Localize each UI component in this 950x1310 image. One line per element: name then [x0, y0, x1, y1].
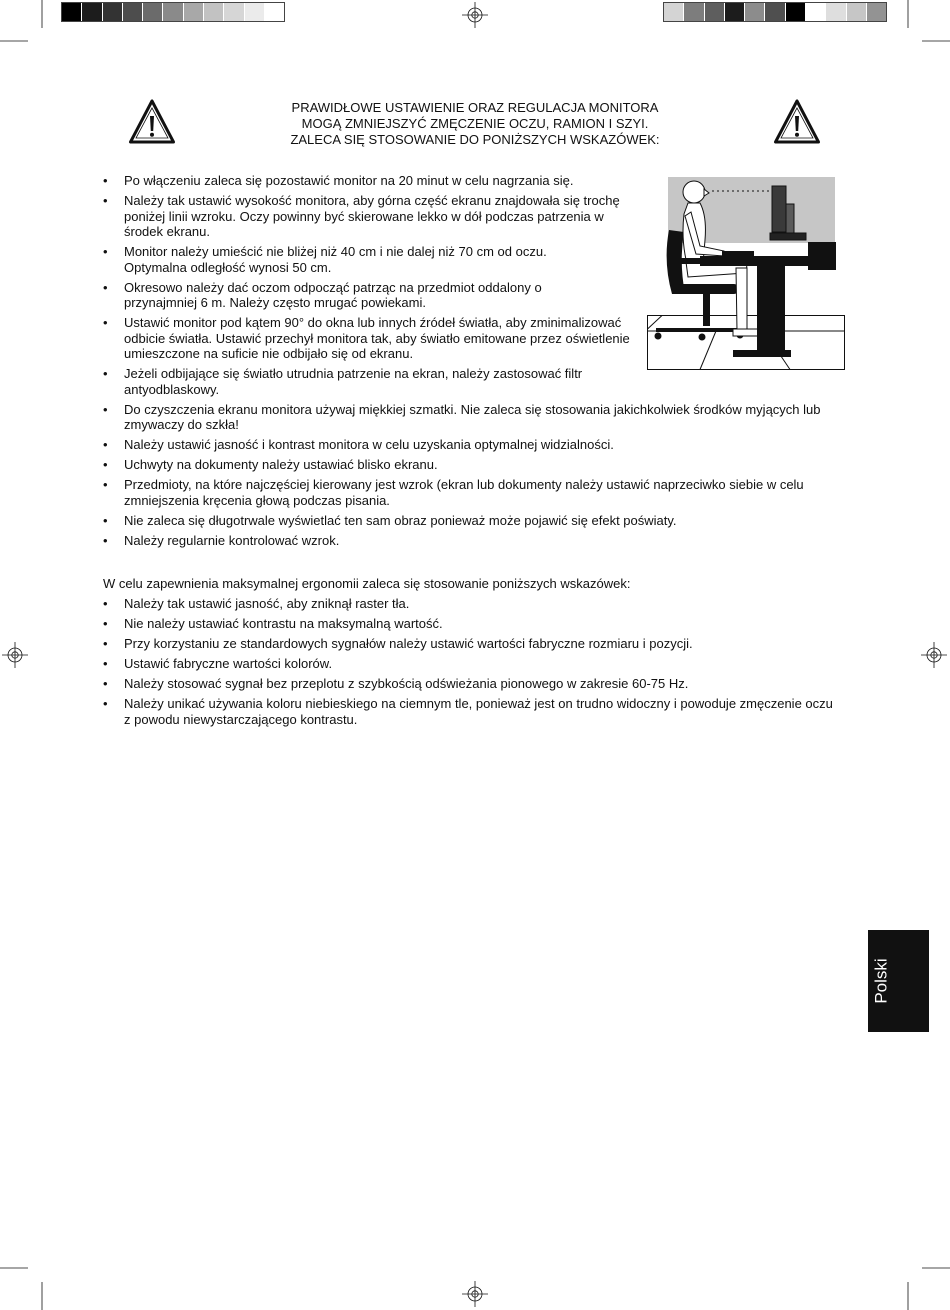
list-item [0, 656, 833, 672]
bullet: • [103, 279, 108, 295]
bullet: • [103, 616, 108, 632]
bullet: • [103, 676, 108, 692]
crop-mark-top-left [0, 0, 42, 41]
ergonomics-list [0, 596, 833, 732]
bullet: • [103, 532, 108, 548]
list-item-line: umieszczone na suficie nie odbijało się od ekranu. [124, 346, 414, 362]
bullet: • [103, 696, 108, 712]
calibration-swatch [806, 3, 825, 21]
calibration-swatch [765, 3, 784, 21]
list-item [0, 244, 820, 275]
list-item [0, 280, 820, 311]
list-item-line: Uchwyty na dokumenty należy ustawiać blisko ekranu. [124, 457, 438, 473]
bullet: • [103, 315, 108, 331]
calibration-swatch [123, 3, 142, 21]
list-item-line: środek ekranu. [124, 224, 210, 240]
guideline-list [0, 173, 820, 553]
list-item-line: zmniejszenia kręcenia głową podczas pisania. [124, 492, 390, 508]
bullet: • [103, 437, 108, 453]
list-item-line: odbicie światła. Ustawić przechył monitora tak, aby światło emitowane przez oświetlenie [124, 330, 630, 346]
bullet: • [103, 193, 108, 209]
calibration-swatch [103, 3, 122, 21]
calibration-swatch [867, 3, 886, 21]
bullet: • [103, 512, 108, 528]
list-item-line: Należy regularnie kontrolować wzrok. [124, 532, 340, 548]
calibration-swatch [725, 3, 744, 21]
list-item-line: Optymalna odległość wynosi 50 cm. [124, 259, 332, 275]
bullet: • [103, 457, 108, 473]
calibration-swatch [82, 3, 101, 21]
list-item-line: poniżej linii wzroku. Oczy powinny być skierowane lekko w dół podczas patrzenia w [124, 208, 604, 224]
calibration-swatch [786, 3, 805, 21]
registration-mark-icon [921, 642, 947, 668]
list-item [0, 533, 820, 549]
calibration-swatch [163, 3, 182, 21]
bullet: • [103, 596, 108, 612]
registration-mark-icon [462, 2, 488, 28]
list-item [0, 596, 833, 612]
registration-mark-icon [462, 1281, 488, 1307]
list-item [0, 402, 820, 433]
heading-line: MOGĄ ZMNIEJSZYĆ ZMĘCZENIE OCZU, RAMION I SZYI. [301, 116, 649, 131]
list-item-line: przynajmniej 6 m. Należy często mrugać powiekami. [124, 295, 426, 311]
bullet: • [103, 244, 108, 260]
list-item-line: Należy ustawić jasność i kontrast monitora w celu uzyskania optymalnej widzialności. [124, 437, 614, 453]
list-item-line: Przedmioty, na które najczęściej kierowany jest wzrok (ekran lub dokumenty należy ustawić naprzeciwko siebie w celu [124, 477, 804, 493]
list-item [0, 696, 833, 727]
bullet: • [103, 477, 108, 493]
page-heading [0, 100, 950, 148]
list-item-line: antyodblaskowy. [124, 381, 220, 397]
bullet: • [103, 173, 108, 189]
list-item-line: Nie należy ustawiać kontrastu na maksymalną wartość. [124, 616, 443, 632]
calibration-swatch [184, 3, 203, 21]
calibration-bar-left [61, 2, 285, 22]
list-item [0, 636, 833, 652]
crop-mark-bottom-left [0, 1268, 42, 1310]
calibration-bar-right [663, 2, 887, 22]
heading-line: PRAWIDŁOWE USTAWIENIE ORAZ REGULACJA MONITORA [291, 100, 659, 115]
bullet: • [103, 366, 108, 382]
list-item [0, 676, 833, 692]
list-item-line: Przy korzystaniu ze standardowych sygnałów należy ustawić wartości fabryczne rozmiaru i pozycji. [124, 636, 693, 652]
list-item-line: Jeżeli odbijające się światło utrudnia patrzenie na ekran, należy zastosować filtr [124, 366, 583, 382]
calibration-swatch [62, 3, 81, 21]
bullet: • [103, 636, 108, 652]
crop-mark-bottom-right [908, 1268, 950, 1310]
crop-mark-top-right [908, 0, 950, 41]
list-item [0, 513, 820, 529]
list-item-line: Należy stosować sygnał bez przeplotu z szybkością odświeżania pionowego w zakresie 60-75 Hz. [124, 676, 689, 692]
heading-line: ZALECA SIĘ STOSOWANIE DO PONIŻSZYCH WSKAZÓWEK: [290, 132, 660, 147]
list-item [0, 173, 820, 189]
list-item-line: Należy unikać używania koloru niebieskiego na ciemnym tle, ponieważ jest on trudno widoczny i powoduje zmęczenie oczu [124, 696, 833, 712]
calibration-swatch [265, 3, 284, 21]
calibration-swatch [705, 3, 724, 21]
list-item-line: Ustawić monitor pod kątem 90° do okna lub innych źródeł światła, aby zminimalizować [124, 315, 622, 331]
list-item-line: Należy tak ustawić jasność, aby zniknął raster tła. [124, 596, 410, 612]
bullet: • [103, 656, 108, 672]
list-item [0, 616, 833, 632]
calibration-swatch [826, 3, 845, 21]
list-item [0, 315, 820, 362]
list-item-line: Do czyszczenia ekranu monitora używaj miękkiej szmatki. Nie zaleca się stosowania jakichkolwiek środków myjących lub [124, 401, 821, 417]
language-tab-label: Polski [871, 958, 891, 1004]
calibration-swatch [745, 3, 764, 21]
list-item-line: zmywaczy do szkła! [124, 417, 239, 433]
calibration-swatch [245, 3, 264, 21]
list-item [0, 477, 820, 508]
list-item-line: Okresowo należy dać oczom odpocząć patrząc na przedmiot oddalony o [124, 279, 542, 295]
calibration-swatch [224, 3, 243, 21]
list-item-line: Po włączeniu zaleca się pozostawić monitor na 20 minut w celu nagrzania się. [124, 173, 574, 189]
list-item-line: Należy tak ustawić wysokość monitora, aby górna część ekranu znajdowała się trochę [124, 193, 620, 209]
calibration-swatch [204, 3, 223, 21]
calibration-swatch [664, 3, 683, 21]
calibration-swatch [143, 3, 162, 21]
list-item [0, 457, 820, 473]
calibration-swatch [847, 3, 866, 21]
list-item-line: Nie zaleca się długotrwale wyświetlać ten sam obraz ponieważ może pojawić się efekt poświaty. [124, 512, 677, 528]
list-item [0, 437, 820, 453]
list-item-line: Ustawić fabryczne wartości kolorów. [124, 656, 333, 672]
bullet: • [103, 401, 108, 417]
list-item-line: z powodu niewystarczającego kontrastu. [124, 711, 358, 727]
list-item [0, 193, 820, 240]
calibration-swatch [684, 3, 703, 21]
language-tab [868, 930, 929, 1032]
list-item-line: Monitor należy umieścić nie bliżej niż 40 cm i nie dalej niż 70 cm od oczu. [124, 244, 547, 260]
list-item [0, 366, 820, 397]
ergonomics-intro: W celu zapewnienia maksymalnej ergonomii zaleca się stosowanie poniższych wskazówek: [103, 576, 631, 592]
